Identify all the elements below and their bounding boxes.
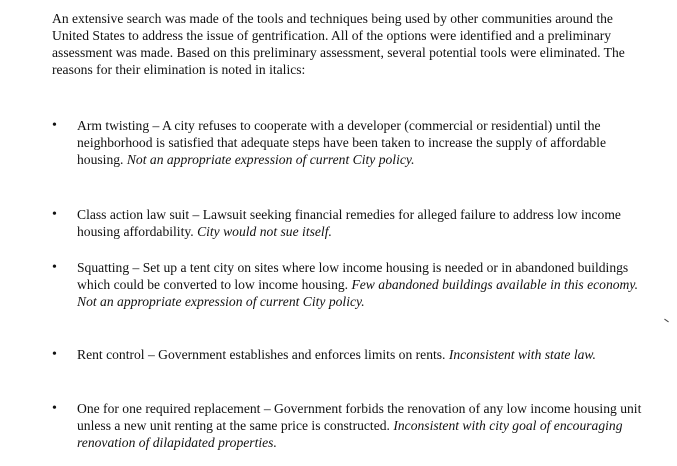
option-description: Rent control – Government establishes and enforces limits on rents.: [77, 347, 449, 362]
option-description: One for one required replacement – Government forbids the renovation of any low income housing unit unless a new unit renting at the same price is constructed.: [77, 401, 642, 433]
bullet-marker: •: [52, 207, 57, 222]
bullet-marker: •: [52, 401, 57, 416]
list-item-text: [77, 346, 642, 363]
elimination-reason: Inconsistent with state law.: [448, 347, 596, 362]
option-description: Arm twisting – A city refuses to cooperate with a developer (commercial or residential) until the neighborhood is satisfied that adequate steps have been taken to increase the supply of affordable housing.: [77, 118, 606, 167]
scan-speck: [664, 319, 669, 323]
list-item-text: [77, 206, 642, 240]
list-item-text: [77, 259, 642, 310]
option-description: Class action law suit – Lawsuit seeking financial remedies for alleged failure to address low income housing affordability.: [77, 207, 621, 239]
option-description: Squatting – Set up a tent city on sites where low income housing is needed or in abandoned buildings which could be converted to low income housing.: [77, 260, 629, 292]
elimination-reason: Few abandoned buildings available in this economy. Not an appropriate expression of current City policy.: [77, 277, 639, 309]
list-item-text: [77, 400, 642, 451]
bullet-marker: •: [52, 347, 57, 362]
intro-paragraph: An extensive search was made of the tools and techniques being used by other communities around the United States to address the issue of gentrification. All of the options were identified and a preliminary assessment was made. Based on this preliminary assessment, several potential tools were eliminated. The reasons for their elimination is noted in italics:: [52, 11, 625, 77]
elimination-reason: Inconsistent with city goal of encouraging renovation of dilapidated properties.: [77, 418, 623, 450]
elimination-reason: City would not sue itself.: [197, 224, 332, 239]
elimination-reason: Not an appropriate expression of current City policy.: [126, 152, 415, 167]
bullet-marker: •: [52, 260, 57, 275]
list-item-text: [77, 117, 642, 168]
bullet-marker: •: [52, 118, 57, 133]
